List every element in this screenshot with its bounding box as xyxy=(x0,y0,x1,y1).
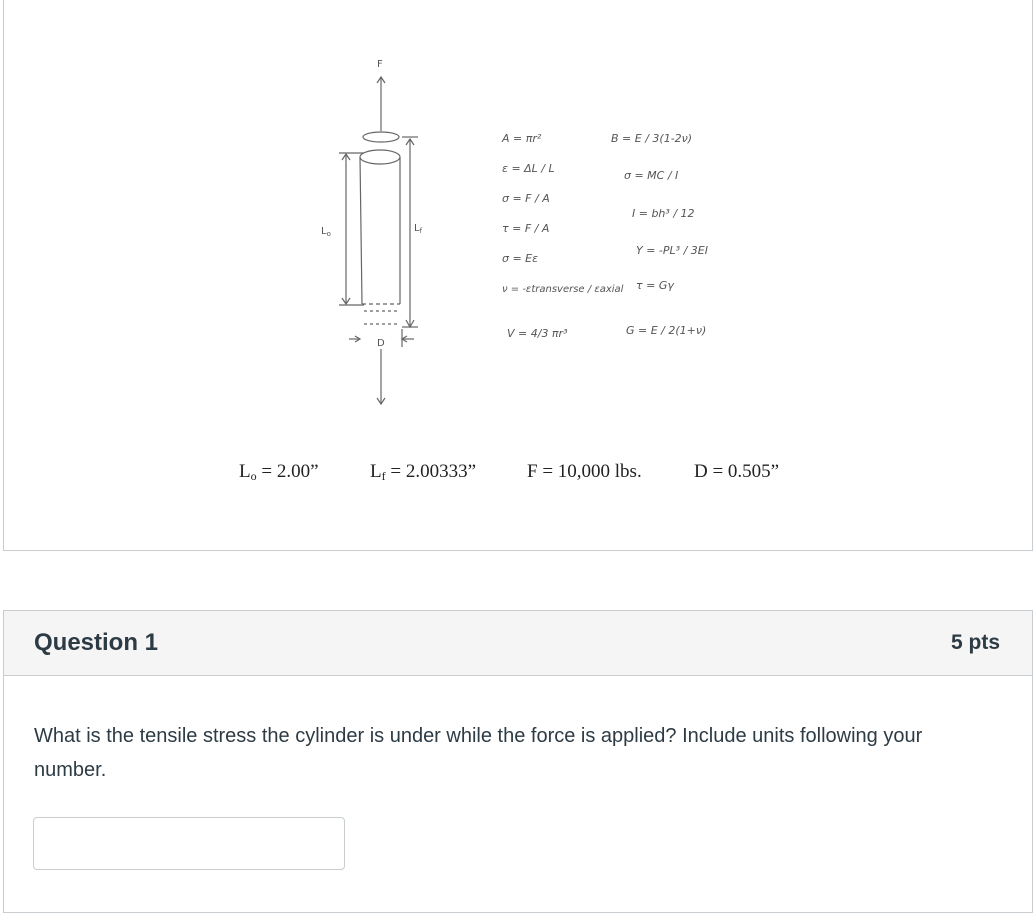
answer-input[interactable] xyxy=(33,817,345,870)
equation-moment-of-inertia: I = bh³ / 12 xyxy=(632,207,695,220)
question-text: What is the tensile stress the cylinder is under while the force is applied? Include units following your number. xyxy=(34,725,923,781)
equation-hookes-law: σ = Eε xyxy=(502,252,539,265)
given-lf: $L_f = 2.00333$” xyxy=(370,461,477,483)
figure-card xyxy=(3,0,1033,551)
given-force: F = 10,000 lbs. xyxy=(527,461,642,482)
equation-shear-stress: τ = F / A xyxy=(502,222,550,235)
question-card xyxy=(3,610,1033,913)
equation-area: A = πr² xyxy=(502,132,542,145)
given-values xyxy=(239,461,839,485)
diameter-label: D xyxy=(377,338,385,349)
equation-deflection: Y = -PL³ / 3EI xyxy=(636,244,708,257)
lo-label: $L_o$ xyxy=(321,226,331,238)
lf-label: $L_f$ xyxy=(414,223,423,235)
equation-shear-modulus: G = E / 2(1+ν) xyxy=(626,324,707,337)
cylinder-figure xyxy=(321,49,744,419)
equation-shear-modulus-law: τ = Gγ xyxy=(636,279,674,292)
equation-bulk-modulus: B = E / 3(1-2ν) xyxy=(611,132,693,145)
equation-stress: σ = F / A xyxy=(502,192,550,205)
question-header xyxy=(4,611,1032,676)
equation-volume: V = 4/3 πr³ xyxy=(507,327,568,340)
force-label: F xyxy=(377,59,383,70)
equation-poisson: ν = -εtransverse / εaxial xyxy=(502,284,624,295)
question-points: 5 pts xyxy=(950,631,1000,654)
equation-strain: ε = ΔL / L xyxy=(502,162,555,175)
given-lo: $L_o = 2.00$” xyxy=(239,461,319,483)
equation-bending-stress: σ = MC / I xyxy=(624,169,679,182)
question-title: Question 1 xyxy=(34,629,159,656)
given-diameter: D = 0.505” xyxy=(694,461,780,482)
